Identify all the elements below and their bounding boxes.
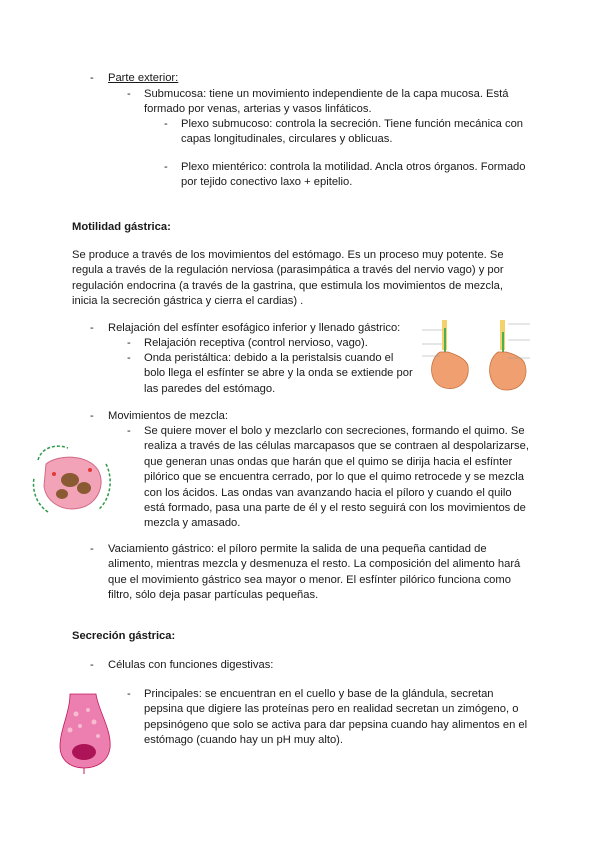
bullet-dash: - [90,72,94,84]
stomach-diagram-left [422,320,468,388]
vaciamiento-text: Vaciamiento gástrico: el píloro permite la salida de una pequeña cantidad de alimento, mientras mezcla y desmenuza el resto. La composición del alimento hará que el movimiento gástrico sea mayor o menor. El esfínter pilórico funciona como filtro, sólo deja pasar partículas pequeñas. [108,543,521,602]
plexo-mienterico-text: Plexo mientérico: controla la motilidad. Ancla otros órganos. Formado por tejido conectivo laxo + epitelio. [181,161,526,189]
principales-text: Principales: se encuentran en el cuello y base de la glándula, secretan pepsina que digiere las proteínas pero en realidad secretan un zimógeno, o pepsinógeno que solo se activa para dar pepsina cuando hay alimentos en el estómago (cuando hay un pH muy alto). [144,688,528,747]
stomach-relaxation-figure [420,318,535,398]
motilidad-intro: Se produce a través de los movimientos del estómago. Es un proceso muy potente. Se regula a través de la regulación nerviosa (parasimpática a través del nervio vago) y por regulación endocrina (a través de la gastrina, que estimula los movimientos de mezcla, inicia la secreción gástrica y cierra el cardias) . [72,249,504,308]
chief-cell-figure [56,690,116,774]
bullet-dash: - [127,337,131,349]
relajacion-text: Relajación del esfínter esofágico inferior y llenado gástrico: [108,322,401,334]
bullet-dash: - [127,88,131,100]
bullet-dash: - [164,118,168,130]
bullet-dash: - [164,161,168,173]
parte-exterior-label: Parte exterior: [108,72,179,84]
bullet-dash: - [127,688,131,700]
motilidad-heading: Motilidad gástrica: [72,221,171,233]
plexo-submucoso-text: Plexo submucoso: controla la secreción. Tiene función mecánica con capas longitudinales, circulares y oblicuas. [181,118,524,146]
mezcla-desc: Se quiere mover el bolo y mezclarlo con secreciones, formando el quimo. Se realiza a través de las células marcapasos que se contraen al despolarizarse, que generan unas ondas que harán que el quimo se dirija hacia el esfínter pilórico que se encuentra cerrado, por lo que el quimo retrocede y se mezcla con los ácidos. Las ondas van avanzando hacia el píloro y cuando el quilo está formado, pasa una parte de él y el resto seguirá con los movimientos de mezcla y amasado. [144,425,529,530]
bullet-dash: - [90,410,94,422]
submucosa-text: Submucosa: tiene un movimiento independiente de la capa mucosa. Está formado por venas, arterias y vasos linfáticos. [144,88,509,116]
mezcla-label: Movimientos de mezcla: [108,410,228,422]
peristaltica-text: Onda peristáltica: debido a la peristalsis cuando el bolo llega el esfínter se abre y la onda se extiende por las paredes del estómago. [144,352,413,395]
secrecion-heading: Secreción gástrica: [72,630,176,642]
bullet-dash: - [90,659,94,671]
bullet-dash: - [127,352,131,364]
celulas-label: Células con funciones digestivas: [108,659,274,671]
bullet-dash: - [127,425,131,437]
stomach-diagram-right [490,320,530,390]
receptiva-text: Relajación receptiva (control nervioso, vago). [144,337,368,349]
bullet-dash: - [90,543,94,555]
bullet-dash: - [90,322,94,334]
mixing-stomach-figure [28,440,118,520]
